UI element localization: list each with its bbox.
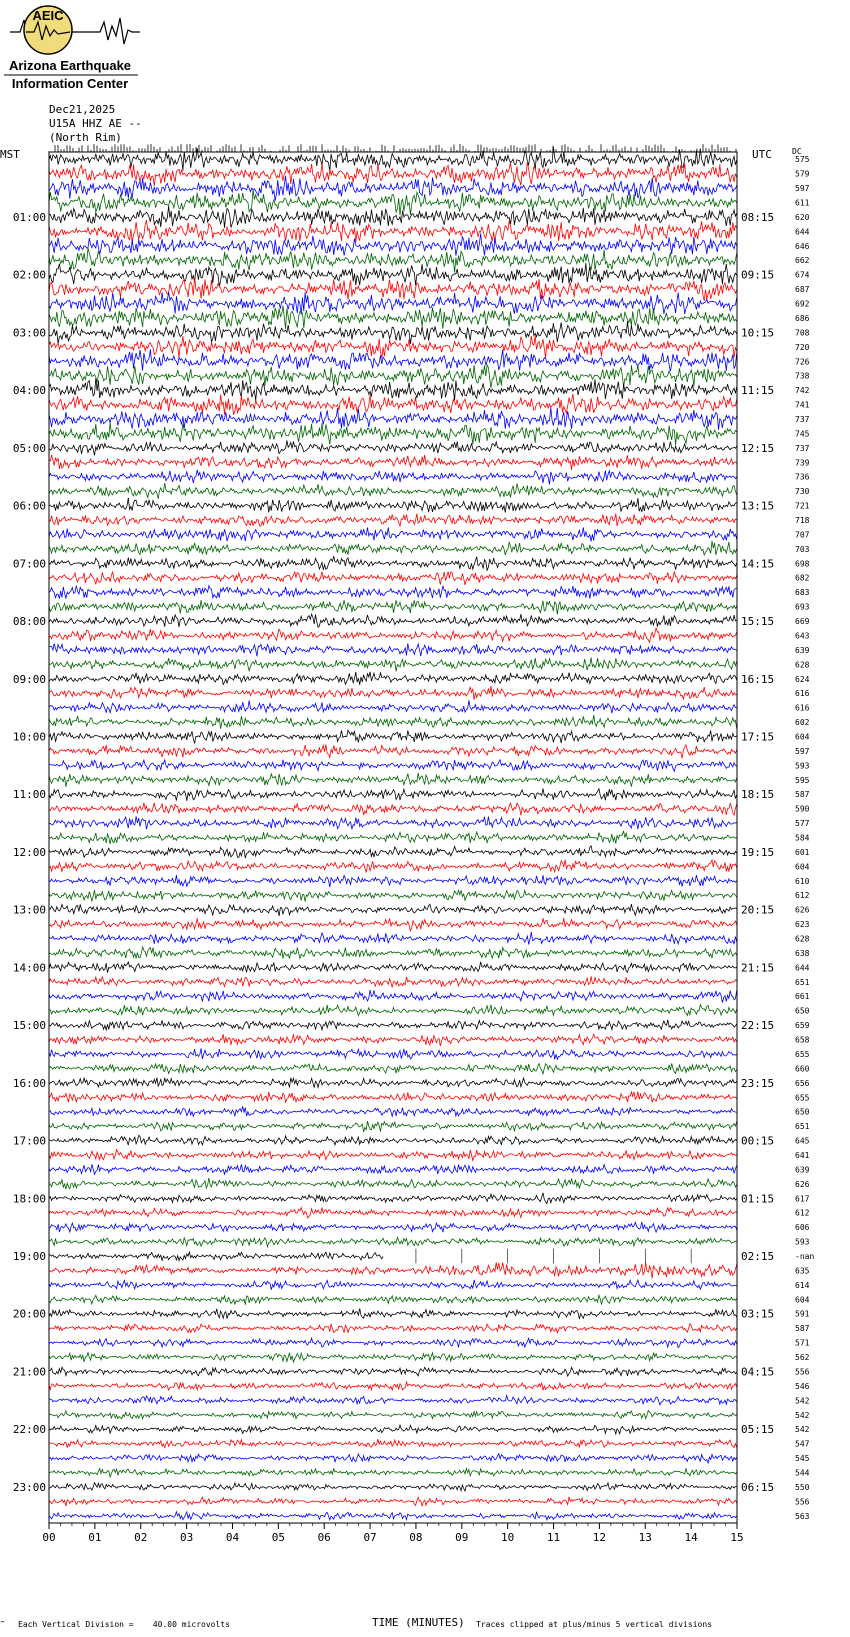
right-hour-label: 21:15 [741, 961, 775, 975]
logo-line1: Arizona Earthquake [8, 58, 132, 73]
trace-67 [49, 1121, 737, 1132]
right-hour-label: 11:15 [741, 384, 775, 398]
trace-72 [49, 1193, 737, 1204]
dc-offset-22: 736 [795, 472, 810, 482]
dc-offset-20: 737 [795, 443, 810, 453]
left-hour-label: 12:00 [12, 845, 46, 859]
left-hour-label: 08:00 [12, 615, 46, 629]
trace-56 [49, 962, 737, 973]
trace-58 [49, 990, 737, 1003]
trace-86 [49, 1395, 737, 1405]
trace-50 [49, 875, 737, 887]
dc-offset-54: 628 [795, 934, 810, 944]
left-hour-label: 05:00 [12, 441, 46, 455]
dc-offset-62: 655 [795, 1049, 810, 1059]
dc-offset-19: 745 [795, 429, 810, 439]
plot-frame [49, 152, 737, 1523]
trace-77 [49, 1262, 737, 1278]
header-location: (North Rim) [49, 131, 122, 144]
trace-57 [49, 976, 737, 987]
dc-offset-94: 563 [795, 1511, 810, 1521]
trace-42 [49, 760, 737, 771]
dc-offset-8: 674 [795, 270, 810, 280]
trace-62 [49, 1048, 737, 1059]
dc-offset-87: 542 [795, 1410, 810, 1420]
trace-60 [49, 1020, 737, 1030]
right-hour-label: 02:15 [741, 1250, 775, 1264]
trace-1 [49, 162, 737, 186]
trace-10 [49, 292, 737, 315]
dc-offset-29: 682 [795, 573, 810, 583]
dc-offset-23: 730 [795, 487, 810, 497]
dc-offset-72: 617 [795, 1194, 810, 1204]
top-spikes [49, 144, 736, 152]
dc-offset-50: 610 [795, 876, 810, 886]
trace-24 [49, 498, 737, 513]
trace-48 [49, 846, 737, 858]
left-hour-label: 15:00 [12, 1019, 46, 1033]
trace-13 [49, 336, 737, 358]
trace-61 [49, 1034, 737, 1046]
dc-offset-91: 544 [795, 1468, 810, 1478]
dc-offset-17: 741 [795, 400, 810, 410]
trace-22 [49, 470, 737, 485]
dc-offset-3: 611 [795, 198, 810, 208]
trace-5 [49, 220, 737, 243]
trace-18 [49, 408, 737, 430]
x-tick-label: 09 [455, 1531, 469, 1544]
dc-offset-12: 708 [795, 328, 810, 338]
trace-78 [49, 1280, 737, 1290]
x-tick-label: 14 [684, 1531, 698, 1544]
dc-offset-79: 604 [795, 1295, 810, 1305]
x-axis-ticks [42, 1523, 743, 1544]
trace-55 [49, 947, 737, 959]
dc-offset-65: 655 [795, 1093, 810, 1103]
trace-93 [49, 1497, 737, 1506]
trace-36 [49, 672, 737, 685]
left-hour-label: 14:00 [12, 961, 46, 975]
dc-offset-41: 597 [795, 746, 810, 756]
trace-59 [49, 1005, 737, 1016]
right-hour-label: 05:15 [741, 1423, 775, 1437]
dc-offset-labels [795, 155, 814, 1521]
dc-offset-57: 651 [795, 977, 810, 987]
dc-offset-15: 738 [795, 371, 810, 381]
trace-64 [49, 1078, 737, 1088]
dc-offset-90: 545 [795, 1454, 810, 1464]
x-tick-label: 01 [88, 1531, 102, 1544]
x-axis-title: TIME (MINUTES) [372, 1616, 465, 1629]
left-hour-label: 09:00 [12, 672, 46, 686]
dc-offset-93: 556 [795, 1497, 810, 1507]
dc-offset-82: 571 [795, 1338, 810, 1348]
plot-border [49, 152, 737, 1523]
trace-46 [49, 816, 737, 829]
dc-offset-47: 584 [795, 833, 810, 843]
trace-21 [49, 455, 737, 470]
trace-70 [49, 1164, 737, 1174]
dc-offset-64: 656 [795, 1078, 810, 1088]
trace-39 [49, 715, 737, 729]
dc-offset-49: 604 [795, 862, 810, 872]
right-hour-label: 04:15 [741, 1365, 775, 1379]
trace-41 [49, 744, 737, 758]
dc-offset-81: 587 [795, 1324, 810, 1334]
dc-offset-73: 612 [795, 1208, 810, 1218]
x-tick-label: 07 [363, 1531, 377, 1544]
right-hour-label: 16:15 [741, 672, 775, 686]
clip-note: Traces clipped at plus/minus 5 vertical divisions [476, 1620, 713, 1629]
left-hour-label: 23:00 [12, 1480, 46, 1494]
dc-offset-66: 650 [795, 1107, 810, 1117]
trace-76 [49, 1252, 383, 1261]
right-hour-label: 22:15 [741, 1019, 775, 1033]
dc-offset-52: 626 [795, 905, 810, 915]
trace-88 [49, 1425, 737, 1434]
trace-31 [49, 600, 737, 614]
dc-offset-42: 593 [795, 761, 810, 771]
trace-43 [49, 773, 737, 787]
dc-offset-92: 550 [795, 1482, 810, 1492]
dc-offset-84: 556 [795, 1367, 810, 1377]
dc-offset-37: 616 [795, 689, 810, 699]
dc-offset-88: 542 [795, 1425, 810, 1435]
dc-offset-83: 562 [795, 1353, 810, 1363]
trace-68 [49, 1135, 737, 1145]
right-hour-label: 20:15 [741, 903, 775, 917]
x-tick-label: 13 [638, 1531, 652, 1544]
trace-94 [49, 1512, 737, 1520]
trace-3 [49, 190, 737, 216]
dc-header: DC [792, 147, 802, 156]
dc-offset-68: 645 [795, 1136, 810, 1146]
trace-33 [49, 628, 737, 642]
trace-25 [49, 514, 737, 527]
trace-92 [49, 1483, 737, 1491]
trace-81 [49, 1324, 737, 1333]
trace-49 [49, 860, 737, 873]
left-hour-label: 13:00 [12, 903, 46, 917]
dc-offset-80: 591 [795, 1309, 810, 1319]
trace-71 [49, 1178, 737, 1189]
right-hour-label: 15:15 [741, 615, 775, 629]
trace-14 [49, 349, 737, 371]
x-tick-label: 04 [225, 1531, 240, 1544]
trace-28 [49, 556, 737, 570]
dc-offset-44: 587 [795, 790, 810, 800]
dc-offset-21: 739 [795, 458, 810, 468]
header-date: Dec21,2025 [49, 103, 116, 116]
trace-80 [49, 1309, 737, 1320]
left-hour-label: 17:00 [12, 1134, 46, 1148]
dc-offset-5: 644 [795, 227, 810, 237]
dc-offset-53: 623 [795, 920, 810, 930]
trace-83 [49, 1353, 737, 1362]
trace-45 [49, 803, 737, 816]
dc-offset-45: 590 [795, 804, 810, 814]
dc-offset-75: 593 [795, 1237, 810, 1247]
left-hour-label: 10:00 [12, 730, 46, 744]
x-tick-label: 15 [730, 1531, 744, 1544]
right-hour-label: 12:15 [741, 441, 775, 455]
trace-38 [49, 700, 737, 713]
dc-offset-7: 662 [795, 256, 810, 266]
left-hour-label: 04:00 [12, 384, 46, 398]
trace-27 [49, 541, 737, 555]
dc-offset-48: 601 [795, 847, 810, 857]
dc-offset-60: 659 [795, 1021, 810, 1031]
trace-79 [49, 1295, 737, 1305]
trace-9 [49, 277, 737, 301]
dc-offset-36: 624 [795, 674, 810, 684]
trace-53 [49, 918, 737, 931]
trace-32 [49, 614, 737, 627]
dc-offset-39: 602 [795, 718, 810, 728]
left-hour-label: 20:00 [12, 1307, 46, 1321]
dc-offset-71: 626 [795, 1179, 810, 1189]
dc-offset-4: 620 [795, 212, 810, 222]
trace-4 [49, 206, 737, 228]
dc-offset-40: 604 [795, 732, 810, 742]
trace-15 [49, 365, 737, 388]
dc-offset-70: 639 [795, 1165, 810, 1175]
dc-offset-6: 646 [795, 241, 810, 251]
trace-85 [49, 1382, 737, 1391]
right-hour-label: 23:15 [741, 1076, 775, 1090]
trace-52 [49, 904, 737, 916]
dc-offset-34: 639 [795, 645, 810, 655]
dc-offset-14: 726 [795, 357, 810, 367]
trace-40 [49, 730, 737, 743]
trace-73 [49, 1208, 737, 1219]
left-hour-label: 11:00 [12, 788, 46, 802]
left-hour-label: 07:00 [12, 557, 46, 571]
x-tick-label: 12 [592, 1531, 607, 1544]
dc-offset-16: 742 [795, 386, 810, 396]
dc-offset-24: 721 [795, 501, 810, 511]
trace-30 [49, 586, 737, 599]
trace-37 [49, 686, 737, 700]
dc-offset-18: 737 [795, 414, 810, 424]
trace-34 [49, 643, 737, 656]
dc-offset-69: 641 [795, 1150, 810, 1160]
right-hour-label: 14:15 [741, 557, 775, 571]
right-hour-label: 17:15 [741, 730, 775, 744]
trace-90 [49, 1454, 737, 1464]
dc-offset-59: 650 [795, 1006, 810, 1016]
dc-offset-28: 698 [795, 559, 810, 569]
left-hour-label: 01:00 [12, 210, 46, 224]
dc-offset-35: 628 [795, 660, 810, 670]
trace-87 [49, 1411, 737, 1419]
right-zone-label: UTC [752, 148, 772, 161]
dc-offset-33: 643 [795, 631, 810, 641]
logo-acronym: AEIC [32, 8, 64, 23]
x-tick-label: 03 [179, 1531, 194, 1544]
right-hour-label: 06:15 [741, 1480, 775, 1494]
x-tick-label: 10 [501, 1531, 515, 1544]
logo-line2: Information Center [11, 76, 129, 91]
left-hour-label: 19:00 [12, 1250, 46, 1264]
dc-offset-63: 660 [795, 1064, 810, 1074]
dc-offset-31: 693 [795, 602, 810, 612]
right-hour-label: 08:15 [741, 210, 775, 224]
trace-19 [49, 423, 737, 445]
trace-66 [49, 1106, 737, 1116]
trace-23 [49, 483, 737, 499]
dc-offset-38: 616 [795, 703, 810, 713]
right-hour-label: 01:15 [741, 1192, 775, 1206]
dc-offset-32: 669 [795, 617, 810, 627]
trace-44 [49, 788, 737, 800]
trace-layer [49, 144, 737, 1520]
dc-offset-10: 692 [795, 299, 810, 309]
right-hour-label: 09:15 [741, 268, 775, 282]
trace-69 [49, 1150, 737, 1161]
dc-offset-2: 597 [795, 184, 810, 194]
dc-offset-26: 707 [795, 530, 810, 540]
trace-11 [49, 306, 737, 329]
dc-offset-9: 687 [795, 285, 810, 295]
vertical-division-note: Each Vertical Division = 40.00 microvolts [18, 1620, 230, 1629]
left-hour-label: 18:00 [12, 1192, 46, 1206]
right-hour-label: 00:15 [741, 1134, 775, 1148]
trace-51 [49, 890, 737, 901]
dc-offset-1: 579 [795, 169, 810, 179]
dc-offset-58: 661 [795, 992, 810, 1002]
right-hour-label: 10:15 [741, 326, 775, 340]
right-hour-label: 19:15 [741, 845, 775, 859]
trace-47 [49, 831, 737, 844]
dc-offset-13: 720 [795, 342, 810, 352]
dc-offset-86: 542 [795, 1396, 810, 1406]
trace-0 [49, 147, 737, 171]
dc-offset-89: 547 [795, 1439, 810, 1449]
trace-12 [49, 321, 737, 344]
trace-75 [49, 1237, 737, 1246]
trace-89 [49, 1439, 737, 1447]
header-station: U15A HHZ AE -- [49, 117, 142, 130]
right-hour-label: 03:15 [741, 1307, 775, 1321]
dc-offset-11: 686 [795, 313, 810, 323]
trace-65 [49, 1092, 737, 1103]
x-tick-label: 05 [271, 1531, 285, 1544]
left-hour-label: 22:00 [12, 1423, 46, 1437]
trace-84 [49, 1367, 737, 1376]
dc-offset-25: 718 [795, 516, 810, 526]
dc-offset-61: 658 [795, 1035, 810, 1045]
trace-74 [49, 1222, 737, 1232]
dc-offset-78: 614 [795, 1280, 810, 1290]
dc-offset-77: 635 [795, 1266, 810, 1276]
dc-offset-76: -nan [795, 1252, 815, 1262]
trace-54 [49, 932, 737, 944]
x-tick-label: 06 [317, 1531, 331, 1544]
x-tick-label: 02 [134, 1531, 148, 1544]
dc-offset-85: 546 [795, 1381, 810, 1391]
dc-offset-27: 703 [795, 544, 810, 554]
trace-26 [49, 527, 737, 541]
trace-6 [49, 234, 737, 256]
dc-offset-67: 651 [795, 1122, 810, 1132]
left-hour-label: 03:00 [12, 326, 46, 340]
dc-offset-74: 606 [795, 1223, 810, 1233]
trace-35 [49, 658, 737, 672]
dc-offset-0: 575 [795, 155, 810, 165]
trace-91 [49, 1468, 737, 1477]
right-hour-label: 13:15 [741, 499, 775, 513]
left-hour-label: 02:00 [12, 268, 46, 282]
dc-offset-51: 612 [795, 891, 810, 901]
right-hour-label: 18:15 [741, 788, 775, 802]
trace-63 [49, 1063, 737, 1073]
dc-offset-30: 683 [795, 588, 810, 598]
dc-offset-55: 638 [795, 948, 810, 958]
left-hour-labels [13, 211, 46, 1494]
trace-7 [49, 248, 737, 273]
x-tick-label: 08 [409, 1531, 423, 1544]
dc-offset-43: 595 [795, 775, 810, 785]
trace-16 [49, 378, 737, 400]
trace-8 [49, 263, 737, 286]
left-hour-label: 16:00 [12, 1076, 46, 1090]
x-tick-label: 11 [546, 1531, 561, 1544]
trace-82 [49, 1338, 737, 1348]
left-zone-label: MST [0, 148, 20, 161]
x-tick-label: 00 [42, 1531, 56, 1544]
footer-mark: ‴ [0, 1620, 5, 1629]
left-hour-label: 21:00 [12, 1365, 46, 1379]
trace-20 [49, 441, 737, 456]
dc-offset-46: 577 [795, 819, 810, 829]
right-hour-labels [741, 211, 774, 1494]
left-hour-label: 06:00 [12, 499, 46, 513]
trace-29 [49, 571, 737, 585]
dc-offset-56: 644 [795, 963, 810, 973]
